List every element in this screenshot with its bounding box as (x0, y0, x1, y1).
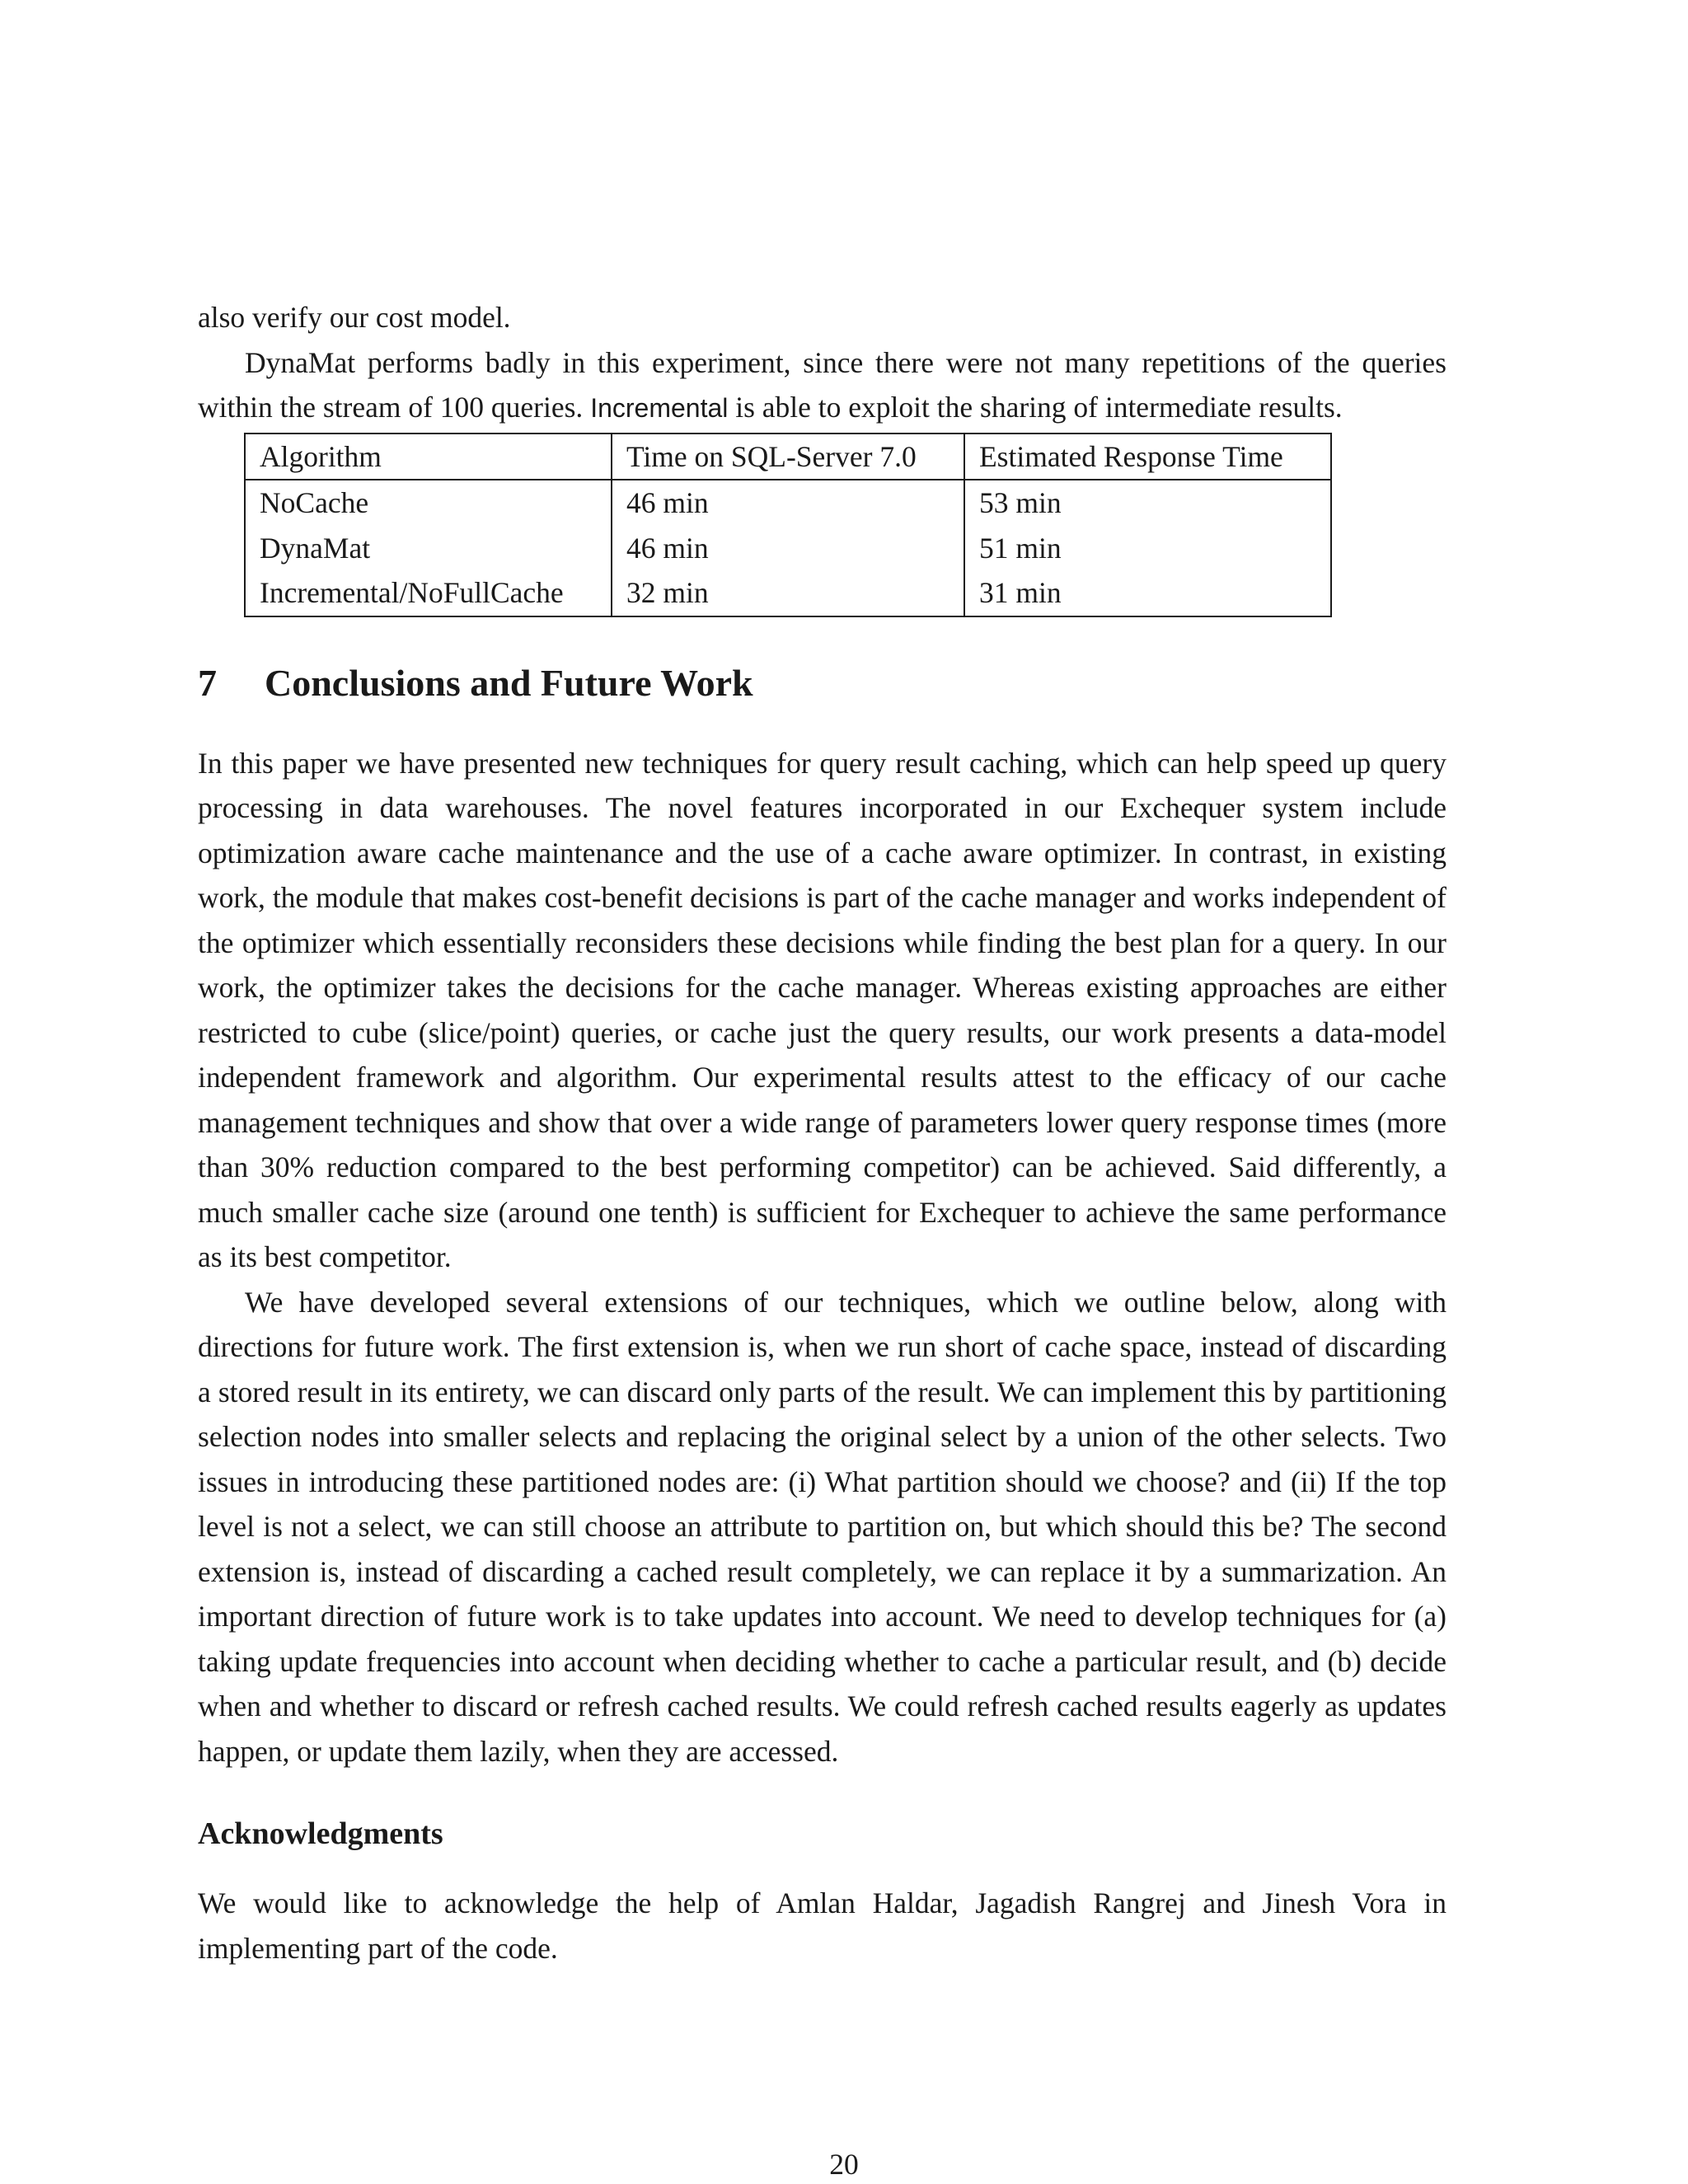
table-cell: DynaMat (245, 526, 612, 571)
table-cell: 46 min (612, 526, 964, 571)
conclusions-paragraph: In this paper we have presented new techniques for query result caching, which can help speed up query processing in data warehouses. The novel features incorporated in our Exchequer system include optimization aware cache maintenance and the use of a cache aware optimizer. In contrast, in existing work, the module that makes cost-benefit decisions is part of the cache manager and works independent of the optimizer which essentially reconsiders these decisions while finding the best plan for a query. In our work, the optimizer takes the decisions for the cache manager. Whereas existing approaches are either restricted to cube (slice/point) queries, or cache just the query results, our work presents a data-model independent framework and algorithm. Our experimental results attest to the efficacy of our cache management techniques and show that over a wide range of parameters lower query response times (more than 30% reduction compared to the best performing competitor) can be achieved. Said differently, a much smaller cache size (around one tenth) is sufficient for Exchequer to achieve the same performance as its best competitor. (198, 746, 1447, 1273)
intro-paragraph (198, 340, 1447, 431)
table-header-row (245, 434, 1331, 480)
table-cell: NoCache (245, 480, 612, 526)
table-cell: 53 min (964, 480, 1331, 526)
table-row (245, 570, 1331, 616)
results-table (244, 433, 1332, 617)
section-number: 7 (198, 661, 217, 704)
table-row (245, 526, 1331, 571)
table-cell: 31 min (964, 570, 1331, 616)
intro-continuation: also verify our cost model. (198, 301, 511, 334)
intro-text-part1: DynaMat performs badly in this experiment, since there were not many repetitions of the queries within the stream of 100 queries. (198, 345, 1447, 424)
section-title: Conclusions and Future Work (265, 661, 753, 704)
table-cell: 51 min (964, 526, 1331, 571)
table-cell: Incremental/NoFullCache (245, 570, 612, 616)
table-header-cell: Algorithm (245, 434, 612, 480)
table-header-cell: Time on SQL-Server 7.0 (612, 434, 964, 480)
section-heading (198, 658, 1447, 708)
table-cell: 32 min (612, 570, 964, 616)
incremental-algorithm-name: Incremental (590, 393, 729, 423)
acknowledgments-heading: Acknowledgments (198, 1816, 443, 1851)
intro-text-part2: is able to exploit the sharing of intermediate results. (728, 391, 1343, 424)
future-work-paragraph: We have developed several extensions of our techniques, which we outline below, along with directions for future work. The first extension is, when we run short of cache space, instead of discarding a stored result in its entirety, we can discard only parts of the result. We can implement this by partitioning selection nodes into smaller selects and replacing the original select by a union of the other selects. Two issues in introducing these partitioned nodes are: (i) What partition should we choose? and (ii) If the top level is not a select, we can still choose an attribute to partition on, but which should this be? The second extension is, instead of discarding a cached result completely, we can replace it by a summarization. An important direction of future work is to take updates into account. We need to develop techniques for (a) taking update frequencies into account when deciding whether to cache a particular result, and (b) decide when and whether to discard or refresh cached results. We could refresh cached results eagerly as updates happen, or update them lazily, when they are accessed. (198, 1285, 1447, 1768)
table-header-cell: Estimated Response Time (964, 434, 1331, 480)
page-number: 20 (829, 2148, 859, 2181)
acknowledgments-paragraph: We would like to acknowledge the help of Amlan Haldar, Jagadish Rangrej and Jinesh Vora in implementing part of the code. (198, 1886, 1447, 1965)
table-row (245, 480, 1331, 526)
page-content (198, 295, 1447, 1971)
table-cell: 46 min (612, 480, 964, 526)
